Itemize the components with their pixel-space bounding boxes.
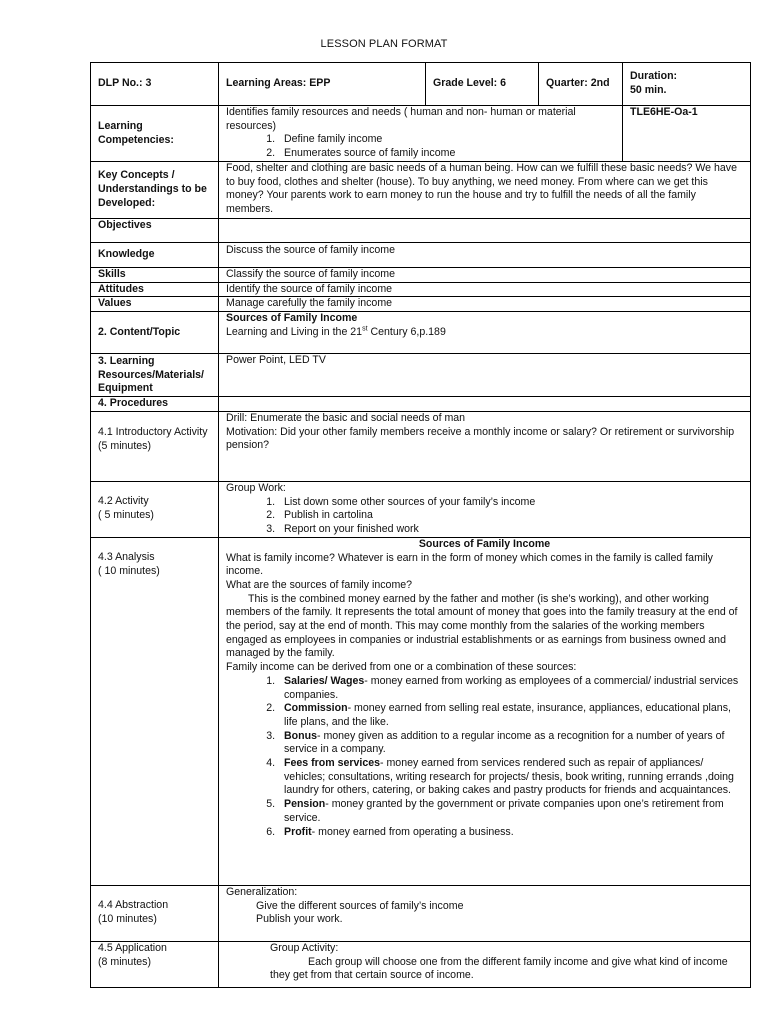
- competency-item: 2. Enumerates source of family income: [278, 147, 615, 161]
- source-term: Fees from services: [284, 757, 380, 770]
- competency-item: 1. Define family income: [278, 133, 615, 147]
- source-term: Profit: [284, 825, 312, 838]
- abstraction-time: (10 minutes): [98, 912, 157, 925]
- knowledge-label: Knowledge: [91, 243, 219, 268]
- income-source-item: [278, 675, 743, 702]
- attitudes-label: Attitudes: [91, 282, 219, 297]
- objectives-row: [91, 219, 751, 243]
- source-term: Salaries/ Wages: [284, 674, 365, 687]
- attitudes-text: Identify the source of family income: [219, 282, 751, 297]
- duration-label: Duration:: [630, 70, 678, 83]
- abstraction-label-cell: [91, 885, 219, 941]
- intro-label: 4.1 Introductory Activity (5 minutes): [91, 411, 219, 481]
- reference-text: Learning and Living in the 21: [226, 325, 363, 338]
- content-row: [91, 312, 751, 354]
- activity-time: ( 5 minutes): [98, 508, 154, 521]
- income-source-item: [278, 702, 743, 729]
- analysis-label-cell: [91, 537, 219, 885]
- analysis-question-1: What is family income? Whatever is earn in the form of money which comes in the family is called family income.: [226, 551, 713, 578]
- dlp-number: DLP No.: 3: [91, 63, 219, 106]
- activity-item: 1. List down some other sources of your family’s income: [278, 496, 743, 510]
- abstraction-line-1: Give the different sources of family’s income: [256, 899, 464, 912]
- source-desc: - money earned from operating a business.: [311, 825, 514, 838]
- application-row: [91, 941, 751, 987]
- application-cell: [219, 941, 751, 987]
- header-row: [91, 63, 751, 106]
- values-label: Values: [91, 297, 219, 312]
- duration-value: 50 min.: [630, 84, 667, 96]
- values-row: [91, 297, 751, 312]
- income-source-item: [278, 757, 743, 798]
- income-source-item: [278, 730, 743, 757]
- skills-text: Classify the source of family income: [219, 268, 751, 283]
- lesson-plan-table: [90, 62, 751, 988]
- income-sources-list: [226, 675, 743, 839]
- activity-item: 3. Report on your finished work: [278, 523, 743, 537]
- competencies-list: [226, 133, 615, 160]
- activity-item: 2. Publish in cartolina: [278, 509, 743, 523]
- objectives-cell: [219, 219, 751, 243]
- abstraction-label: 4.4 Abstraction: [98, 898, 169, 911]
- attitudes-row: [91, 282, 751, 297]
- source-term: Commission: [284, 702, 348, 715]
- activity-row: [91, 481, 751, 537]
- skills-label: Skills: [91, 268, 219, 283]
- group-work-label: Group Work:: [226, 481, 286, 494]
- application-label-cell: [91, 941, 219, 987]
- document-title: LESSON PLAN FORMAT: [320, 38, 448, 50]
- income-source-item: [278, 798, 743, 825]
- analysis-time: ( 10 minutes): [98, 564, 160, 577]
- resources-row: [91, 354, 751, 397]
- source-term: Bonus: [284, 729, 317, 742]
- activity-cell: [219, 481, 751, 537]
- procedures-row: [91, 397, 751, 412]
- key-concepts-row: [91, 162, 751, 219]
- reference-text-end: Century 6,p.189: [367, 325, 446, 338]
- quarter: Quarter: 2nd: [539, 63, 623, 106]
- source-desc: - money granted by the government or private companies upon one’s retirement from service.: [284, 798, 724, 824]
- grade-level: Grade Level: 6: [426, 63, 539, 106]
- application-label: 4.5 Application: [98, 941, 167, 954]
- knowledge-row: [91, 243, 751, 268]
- reference-sup: st: [362, 325, 368, 333]
- application-time: (8 minutes): [98, 955, 151, 968]
- activity-label: 4.2 Activity: [98, 494, 149, 507]
- analysis-cell: [219, 537, 751, 885]
- motivation-text: Motivation: Did your other family members receive a monthly income or salary? Or retirement or survivorship pension?: [226, 425, 735, 452]
- competency-code: TLE6HE-Oa-1: [623, 106, 751, 162]
- source-desc: - money given as addition to a regular income as a recognition for a number of years of service in a company.: [284, 729, 725, 756]
- objectives-label: Objectives: [91, 219, 219, 243]
- values-text: Manage carefully the family income: [219, 297, 751, 312]
- application-text-body: Each group will choose one from the different family income and give what kind of income they get from that certain source of income.: [270, 955, 728, 982]
- abstraction-cell: [219, 885, 751, 941]
- activity-list: [226, 496, 743, 537]
- source-term: Pension: [284, 798, 326, 811]
- activity-label-cell: [91, 481, 219, 537]
- content-heading: Sources of Family Income: [226, 312, 358, 325]
- intro-row: [91, 411, 751, 481]
- group-activity-label: Group Activity:: [270, 941, 339, 954]
- income-source-item: [278, 826, 743, 840]
- content-cell: [219, 312, 751, 354]
- competencies-row: [91, 106, 751, 162]
- application-text: [226, 956, 743, 983]
- drill-text: Drill: Enumerate the basic and social needs of man: [226, 411, 466, 424]
- skills-row: [91, 268, 751, 283]
- analysis-list-intro: Family income can be derived from one or a combination of these sources:: [226, 661, 577, 674]
- content-label: 2. Content/Topic: [91, 312, 219, 354]
- procedures-label: 4. Procedures: [91, 397, 219, 412]
- procedures-cell: [219, 397, 751, 412]
- competencies-label: Learning Competencies:: [91, 106, 219, 162]
- analysis-label: 4.3 Analysis: [98, 550, 155, 563]
- key-concepts-text: Food, shelter and clothing are basic needs of a human being. How can we fulfill these basic needs? We have to buy food, clothes and shelter (house). To buy anything, we need money. From where can we get this money? Your parents work to earn money to run the house and try to fulfill the needs of all the family members.: [219, 162, 751, 219]
- source-desc: - money earned from selling real estate, insurance, appliances, educational plans, life plans, and the like.: [284, 702, 731, 728]
- duration: [623, 63, 751, 106]
- generalization-label: Generalization:: [226, 885, 298, 898]
- knowledge-text: Discuss the source of family income: [219, 243, 751, 268]
- analysis-question-2: What are the sources of family income?: [226, 578, 413, 591]
- resources-text: Power Point, LED TV: [219, 354, 751, 397]
- intro-cell: [219, 411, 751, 481]
- resources-label: 3. Learning Resources/Materials/ Equipment: [91, 354, 219, 397]
- learning-areas: Learning Areas: EPP: [219, 63, 426, 106]
- abstraction-row: [91, 885, 751, 941]
- abstraction-line-2: Publish your work.: [256, 913, 343, 926]
- competencies-text: Identifies family resources and needs ( human and non- human or material resources): [226, 106, 576, 132]
- content-reference: [226, 326, 743, 340]
- analysis-heading: Sources of Family Income: [418, 537, 551, 550]
- key-concepts-label: Key Concepts / Understandings to be Developed:: [91, 162, 219, 219]
- source-desc: - money earned from services rendered such as repair of appliances/ vehicles; consultations, writing research for projects/ thesis, book writing, running errands ,doing laundry for others, catering, or baking cakes and pastry products for friends and acquaintances.: [284, 757, 734, 797]
- analysis-paragraph: This is the combined money earned by the father and mother (is she’s working), and other working members of the family. It represents the total amount of money that goes into the family treasury at the end of the period, say at the end of month. This may come monthly from the salaries of the working members engaged as employees in companies or industrial establishments or as earnings from business owned and managed by the family.: [226, 592, 738, 660]
- competencies-content: [219, 106, 623, 162]
- source-desc: - money earned from working as employees of a commercial/ industrial services companies.: [284, 674, 739, 701]
- analysis-row: [91, 537, 751, 885]
